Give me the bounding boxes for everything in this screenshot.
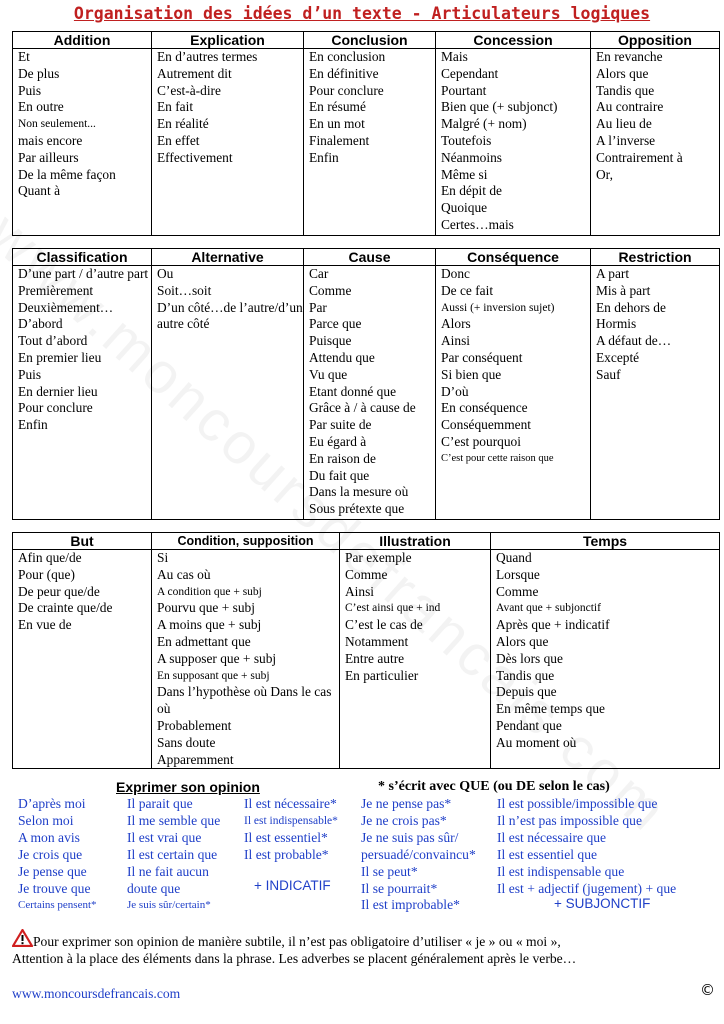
connector-item: Par suite de bbox=[309, 417, 372, 433]
connector-item: En dernier lieu bbox=[18, 383, 98, 399]
connector-item: Mais bbox=[441, 49, 468, 64]
header-consequence: Conséquence bbox=[436, 249, 591, 266]
connector-item: Or, bbox=[596, 166, 613, 182]
connector-item: Vu que bbox=[309, 366, 348, 382]
connector-item: En vue de bbox=[18, 617, 72, 633]
connector-item: Non seulement... bbox=[18, 118, 96, 131]
connector-item: Par conséquent bbox=[441, 349, 523, 365]
connector-item: Deuxièmement… bbox=[18, 299, 114, 315]
connector-item: Notamment bbox=[345, 633, 409, 649]
connector-item: Comme bbox=[496, 583, 539, 599]
connector-item: En dehors de bbox=[596, 299, 666, 315]
connector-item: mais encore bbox=[18, 132, 83, 148]
connector-item: Excepté bbox=[596, 349, 640, 365]
connector-item: En admettant que bbox=[157, 633, 251, 649]
column-restriction bbox=[591, 266, 720, 520]
opinion-expression: Il est indispensable que bbox=[497, 863, 625, 879]
connector-item: En réalité bbox=[157, 116, 209, 132]
connector-item: A l’inverse bbox=[596, 132, 656, 148]
opinion-expression: Il se pourrait* bbox=[361, 880, 438, 896]
opinion-column-2 bbox=[127, 796, 220, 914]
connector-item: Au contraire bbox=[596, 99, 664, 115]
connector-item: Ainsi bbox=[441, 333, 471, 349]
opinion-expression: Certains pensent* bbox=[18, 899, 97, 912]
connector-item: En effet bbox=[157, 132, 200, 148]
opinion-expression: Il me semble que bbox=[127, 812, 221, 828]
connector-item: Pourvu que + subj bbox=[157, 600, 255, 616]
opinion-expression: Il est + adjectif (jugement) + que bbox=[497, 880, 677, 896]
connector-item: Contrairement à bbox=[596, 149, 683, 165]
connector-item: En particulier bbox=[345, 667, 419, 683]
header-cause: Cause bbox=[304, 249, 436, 266]
connector-item: Finalement bbox=[309, 132, 370, 148]
connector-item: Alors que bbox=[596, 65, 649, 81]
connector-item: Grâce à / à cause de bbox=[309, 400, 416, 416]
connector-item: C’est le cas de bbox=[345, 617, 423, 633]
header-temps: Temps bbox=[491, 533, 720, 550]
connector-item: Par exemple bbox=[345, 550, 412, 565]
connector-item: Puisque bbox=[309, 333, 352, 349]
connector-item: A défaut de… bbox=[596, 333, 672, 349]
header-restriction: Restriction bbox=[591, 249, 720, 266]
connector-item: En raison de bbox=[309, 450, 376, 466]
column-opposition bbox=[591, 49, 720, 236]
connector-item: En supposant que + subj bbox=[157, 669, 270, 682]
connector-item: Soit…soit bbox=[157, 282, 212, 298]
connector-item: De crainte que/de bbox=[18, 600, 113, 616]
connector-item: D’une part / d’autre part bbox=[18, 266, 149, 281]
header-conclusion: Conclusion bbox=[304, 32, 436, 49]
copyright-symbol: © bbox=[700, 981, 715, 999]
opinion-expression: Je ne crois pas* bbox=[361, 812, 447, 828]
opinion-expression: A mon avis bbox=[18, 829, 80, 845]
connector-item: Premièrement bbox=[18, 282, 94, 298]
header-addition: Addition bbox=[13, 32, 152, 49]
opinion-expression: Il est certain que bbox=[127, 846, 218, 862]
connector-item: Quoique bbox=[441, 200, 488, 216]
connector-item: Eu égard à bbox=[309, 433, 367, 449]
connector-item: Puis bbox=[18, 366, 42, 382]
connector-item: A moins que + subj bbox=[157, 617, 262, 633]
note-line-2: Attention à la place des éléments dans la phrase. Les adverbes se placent généralement après le verbe… bbox=[12, 951, 577, 966]
opinion-expression: Il est probable* bbox=[244, 846, 329, 862]
connector-item: Si bbox=[157, 550, 169, 565]
column-classification bbox=[13, 266, 152, 520]
opinion-expression: Je crois que bbox=[18, 846, 83, 862]
connector-item: A condition que + subj bbox=[157, 585, 262, 598]
connector-item: Ainsi bbox=[345, 583, 375, 599]
connector-item: De ce fait bbox=[441, 282, 494, 298]
note-line-1: Pour exprimer son opinion de manière subtile, il n’est pas obligatoire d’utiliser « je » ou « moi », bbox=[33, 934, 561, 949]
connector-item: Mis à part bbox=[596, 282, 651, 298]
connectors-table-3 bbox=[12, 532, 720, 769]
connector-item: En même temps que bbox=[496, 701, 605, 717]
column-addition bbox=[13, 49, 152, 236]
connector-item: En revanche bbox=[596, 49, 663, 64]
connector-item: Cependant bbox=[441, 65, 499, 81]
opinion-expression: Je trouve que bbox=[18, 880, 91, 896]
connector-item: Néanmoins bbox=[441, 149, 502, 165]
connectors-table-2 bbox=[12, 248, 720, 520]
connector-item: Effectivement bbox=[157, 149, 233, 165]
connector-item: Au moment où bbox=[496, 734, 577, 750]
connector-item: Attendu que bbox=[309, 349, 375, 365]
connector-item: En d’autres termes bbox=[157, 49, 258, 64]
connector-item: Probablement bbox=[157, 717, 232, 733]
opinion-expression: Il est nécessaire* bbox=[244, 796, 337, 811]
connector-item: Dans l’hypothèse où Dans le cas où bbox=[157, 684, 332, 717]
footer-url[interactable]: www.moncoursdefrancais.com bbox=[12, 986, 181, 1001]
connector-item: Afin que/de bbox=[18, 550, 82, 565]
connector-item: Depuis que bbox=[496, 684, 557, 700]
connector-item: D’abord bbox=[18, 316, 63, 332]
connector-item: Pendant que bbox=[496, 717, 562, 733]
connector-item: Puis bbox=[18, 82, 42, 98]
opinion-expression: Je suis sûr/certain* bbox=[127, 899, 211, 912]
opinion-column-5 bbox=[497, 796, 676, 897]
opinion-expression: Selon moi bbox=[18, 812, 74, 828]
column-consequence bbox=[436, 266, 591, 520]
opinion-expression: Il est vrai que bbox=[127, 829, 202, 845]
connector-item: En conséquence bbox=[441, 400, 528, 416]
header-classification: Classification bbox=[13, 249, 152, 266]
connector-item: Donc bbox=[441, 266, 471, 281]
connector-item: En résumé bbox=[309, 99, 366, 115]
opinion-expression: Il est indispensable* bbox=[244, 814, 338, 827]
opinion-expression: Je ne pense pas* bbox=[361, 796, 452, 811]
connectors-table-1 bbox=[12, 31, 720, 236]
connector-item: Et bbox=[18, 49, 30, 64]
column-illustration bbox=[340, 550, 491, 769]
header-explication: Explication bbox=[152, 32, 304, 49]
connector-item: De peur que/de bbox=[18, 583, 100, 599]
opinion-expression: Il est nécessaire que bbox=[497, 829, 607, 845]
connector-item: Apparemment bbox=[157, 751, 234, 767]
opinion-expression: Je ne suis pas sûr/ bbox=[361, 829, 459, 845]
connector-item: Du fait que bbox=[309, 467, 370, 483]
column-cause bbox=[304, 266, 436, 520]
connector-item: Sauf bbox=[596, 366, 621, 382]
connector-item: Alors bbox=[441, 316, 471, 332]
connector-item: Etant donné que bbox=[309, 383, 397, 399]
connector-item: Car bbox=[309, 266, 329, 281]
connector-item: Pour (que) bbox=[18, 566, 75, 582]
connector-item: Dès lors que bbox=[496, 650, 563, 666]
connector-item: Dans la mesure où bbox=[309, 484, 409, 500]
connector-item: C’est pour cette raison que bbox=[441, 452, 554, 464]
connector-item: En conclusion bbox=[309, 49, 386, 64]
connector-item: En un mot bbox=[309, 116, 365, 132]
opinion-expression: doute que bbox=[127, 880, 181, 896]
connector-item: Entre autre bbox=[345, 650, 405, 666]
connector-item: C’est ainsi que + ind bbox=[345, 602, 441, 615]
connector-item: Au cas où bbox=[157, 566, 211, 582]
opinion-expression: Il ne fait aucun bbox=[127, 863, 209, 879]
connector-item: Comme bbox=[345, 566, 388, 582]
connector-item: Hormis bbox=[596, 316, 637, 332]
connector-item: Comme bbox=[309, 282, 352, 298]
opinion-expression: D’après moi bbox=[18, 796, 86, 811]
connector-item: Conséquemment bbox=[441, 417, 532, 433]
opinion-expression: persuadé/convaincu* bbox=[361, 846, 476, 862]
connector-item: C’est pourquoi bbox=[441, 433, 521, 449]
header-opposition: Opposition bbox=[591, 32, 720, 49]
connector-item: C’est-à-dire bbox=[157, 82, 221, 98]
connector-item: Par bbox=[309, 299, 327, 315]
connector-item: Par ailleurs bbox=[18, 149, 79, 165]
opinion-column-4 bbox=[361, 796, 476, 914]
connector-item: De plus bbox=[18, 65, 60, 81]
column-temps bbox=[491, 550, 720, 769]
connector-item: En fait bbox=[157, 99, 194, 115]
connector-item: Certes…mais bbox=[441, 216, 514, 232]
connector-item: En dépit de bbox=[441, 183, 502, 199]
opinion-expression: Il parait que bbox=[127, 796, 193, 811]
connector-item: Tandis que bbox=[596, 82, 655, 98]
connector-item: Quant à bbox=[18, 183, 61, 199]
connector-item: Pourtant bbox=[441, 82, 487, 98]
connector-item: Pour conclure bbox=[309, 82, 384, 98]
connector-item: Pour conclure bbox=[18, 400, 93, 416]
connector-item: De la même façon bbox=[18, 166, 116, 182]
opinion-expression: Il est essentiel* bbox=[244, 829, 328, 845]
page-title: Organisation des idées d’un texte - Articulateurs logiques bbox=[73, 4, 651, 23]
connector-item: Lorsque bbox=[496, 566, 540, 582]
connector-item: Tout d’abord bbox=[18, 333, 88, 349]
header-but: But bbox=[13, 533, 152, 550]
opinion-column-1 bbox=[18, 796, 97, 914]
column-condition bbox=[152, 550, 340, 769]
opinion-expression: Il n’est pas impossible que bbox=[497, 812, 642, 828]
connector-item: Avant que + subjonctif bbox=[496, 602, 601, 615]
connector-item: Autrement dit bbox=[157, 65, 232, 81]
connector-item: Si bien que bbox=[441, 366, 502, 382]
connector-item: Au lieu de bbox=[596, 116, 652, 132]
opinion-expression: Je pense que bbox=[18, 863, 87, 879]
connector-item: Aussi (+ inversion sujet) bbox=[441, 301, 555, 314]
warning-triangle-icon bbox=[12, 929, 33, 947]
connector-item: Quand bbox=[496, 550, 532, 565]
opinion-expression: Il se peut* bbox=[361, 863, 418, 879]
connector-item: D’où bbox=[441, 383, 469, 399]
connector-item: En premier lieu bbox=[18, 349, 102, 365]
column-but bbox=[13, 550, 152, 769]
opinion-expression: Il est essentiel que bbox=[497, 846, 598, 862]
opinion-title: Exprimer son opinion bbox=[116, 779, 260, 795]
connector-item: Enfin bbox=[18, 417, 48, 433]
header-alternative: Alternative bbox=[152, 249, 304, 266]
header-concession: Concession bbox=[436, 32, 591, 49]
column-conclusion bbox=[304, 49, 436, 236]
connector-item: Après que + indicatif bbox=[496, 617, 610, 633]
connector-item: A supposer que + subj bbox=[157, 650, 277, 666]
opinion-expression: Il est improbable* bbox=[361, 897, 460, 913]
connector-item: D’un côté…de l’autre/d’un autre côté bbox=[157, 299, 303, 332]
connector-item: Malgré (+ nom) bbox=[441, 116, 527, 132]
connector-item: Enfin bbox=[309, 149, 339, 165]
connector-item: Tandis que bbox=[496, 667, 555, 683]
connector-item: A part bbox=[596, 266, 630, 281]
indicatif-label: + INDICATIF bbox=[254, 878, 331, 893]
connector-item: En outre bbox=[18, 99, 64, 115]
connector-item: Bien que (+ subjonct) bbox=[441, 99, 558, 115]
column-explication bbox=[152, 49, 304, 236]
opinion-column-3 bbox=[244, 796, 338, 864]
connector-item: En définitive bbox=[309, 65, 379, 81]
subjonctif-label: + SUBJONCTIF bbox=[554, 896, 651, 911]
opinion-expression: Il est possible/impossible que bbox=[497, 796, 658, 811]
header-illustration: Illustration bbox=[340, 533, 491, 550]
connector-item: Alors que bbox=[496, 633, 549, 649]
connector-item: Même si bbox=[441, 166, 488, 182]
column-alternative bbox=[152, 266, 304, 520]
connector-item: Toutefois bbox=[441, 132, 492, 148]
connector-item: Ou bbox=[157, 266, 174, 281]
connector-item: Parce que bbox=[309, 316, 362, 332]
connector-item: Sous prétexte que bbox=[309, 501, 405, 517]
connector-item: Sans doute bbox=[157, 734, 216, 750]
header-condition: Condition, supposition bbox=[152, 533, 340, 550]
que-note: * s’écrit avec QUE (ou DE selon le cas) bbox=[378, 779, 610, 794]
column-concession bbox=[436, 49, 591, 236]
